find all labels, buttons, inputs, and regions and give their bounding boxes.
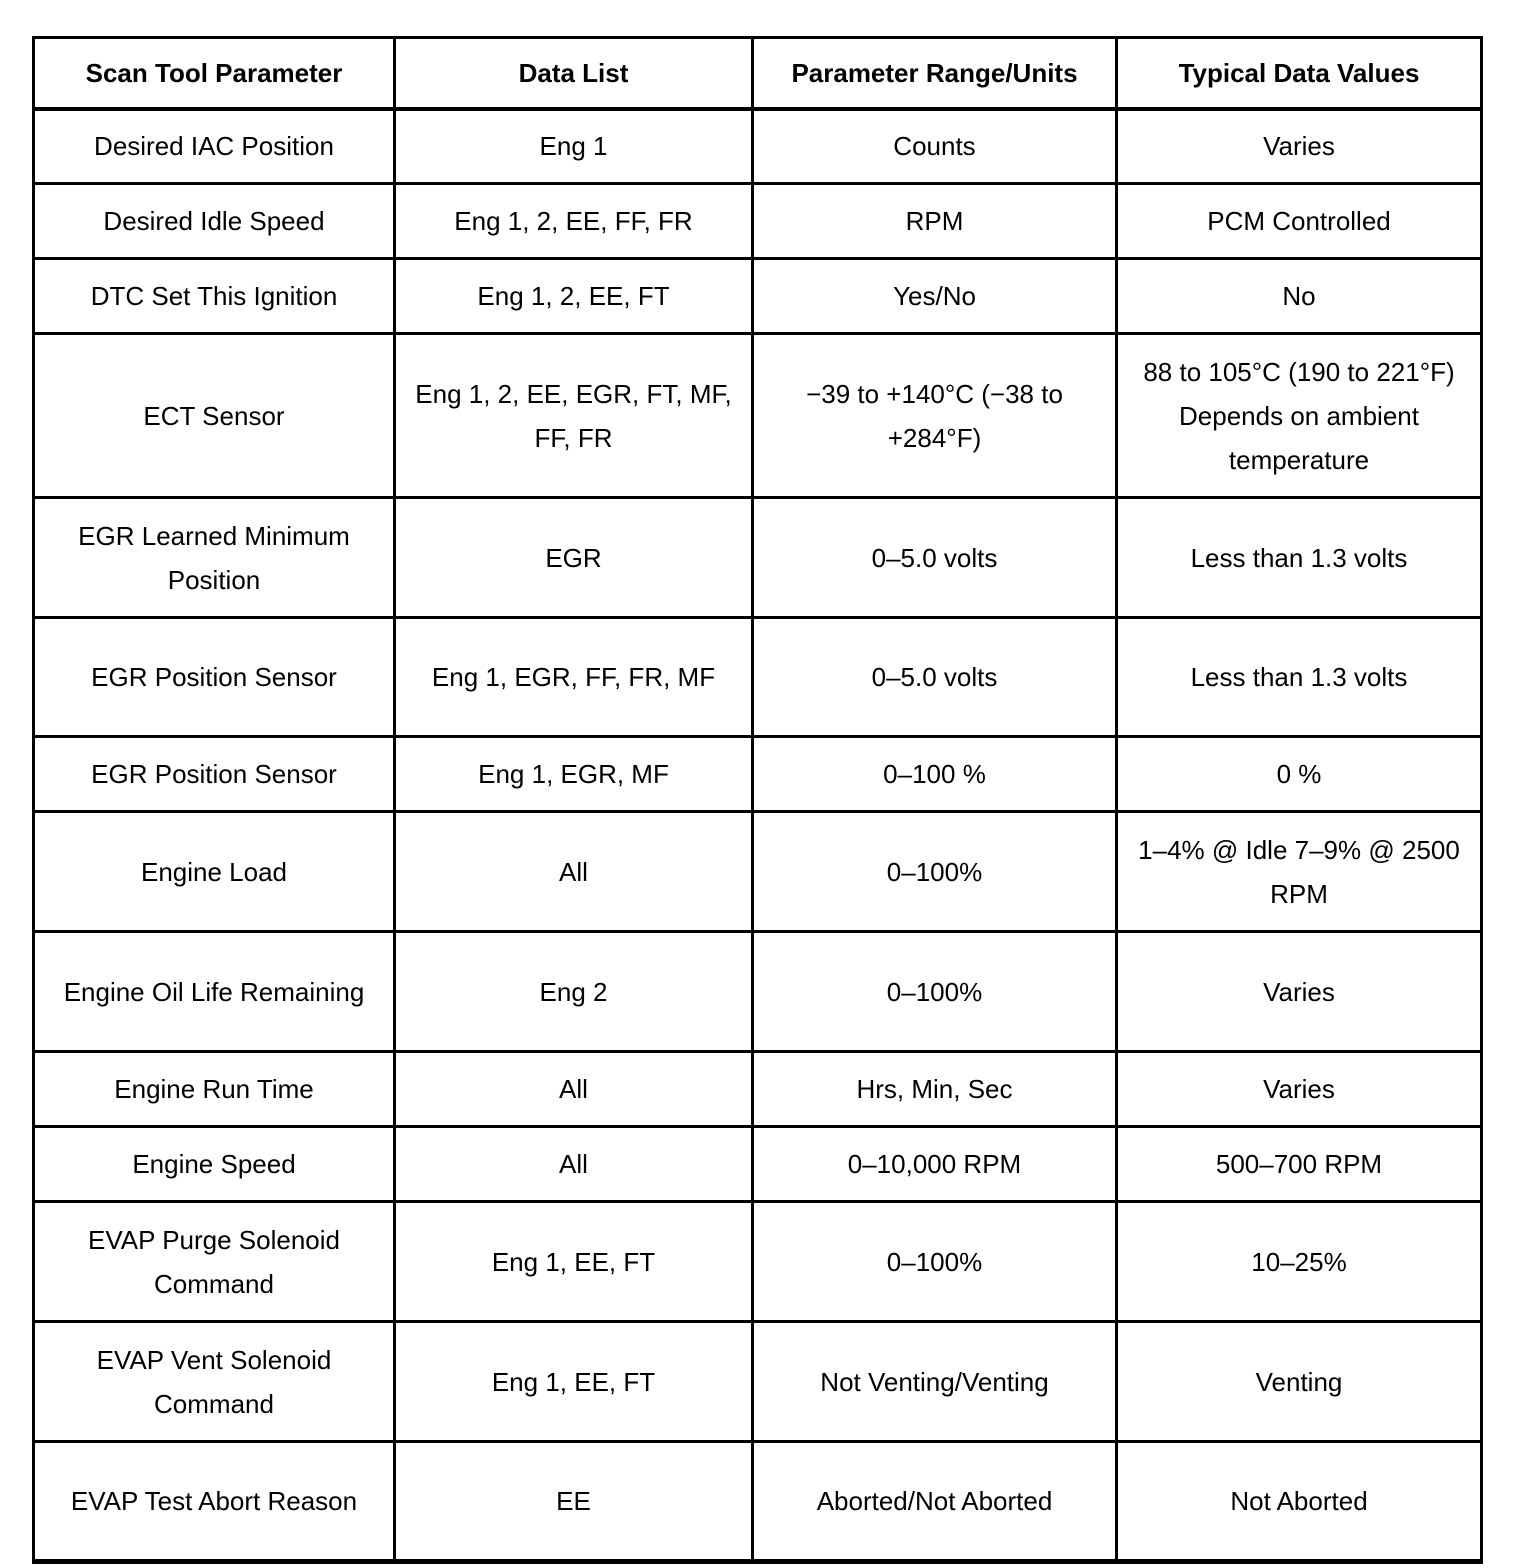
- cell-data-list: All: [395, 812, 753, 932]
- cell-range-units: Hrs, Min, Sec: [753, 1052, 1117, 1127]
- table-row: [34, 1202, 1482, 1322]
- cell-range-units: Aborted/Not Aborted: [753, 1442, 1117, 1562]
- cell-data-list: Eng 2: [395, 932, 753, 1052]
- scan-tool-parameter-table: [32, 36, 1483, 1564]
- cell-typical-values: 0 %: [1117, 737, 1482, 812]
- cell-parameter: EGR Position Sensor: [34, 737, 395, 812]
- cell-range-units: RPM: [753, 184, 1117, 259]
- cell-typical-values: Not Aborted: [1117, 1442, 1482, 1562]
- table-row: [34, 618, 1482, 737]
- cell-parameter: EVAP Vent Solenoid Command: [34, 1322, 395, 1442]
- cell-typical-values: PCM Controlled: [1117, 184, 1482, 259]
- cell-range-units: 0–100%: [753, 1202, 1117, 1322]
- cell-typical-values: 88 to 105°C (190 to 221°F) Depends on ambient temperature: [1117, 334, 1482, 498]
- cell-range-units: 0–10,000 RPM: [753, 1127, 1117, 1202]
- table-row: [34, 1442, 1482, 1562]
- cell-typical-values: Venting: [1117, 1322, 1482, 1442]
- cell-data-list: Eng 1, 2, EE, FT: [395, 259, 753, 334]
- cell-range-units: 0–100 %: [753, 737, 1117, 812]
- header-data-list: Data List: [395, 38, 753, 109]
- cell-data-list: Eng 1, 2, EE, FF, FR: [395, 184, 753, 259]
- cell-data-list: Eng 1, EGR, MF: [395, 737, 753, 812]
- cell-data-list: Eng 1, EE, FT: [395, 1202, 753, 1322]
- table-row: [34, 259, 1482, 334]
- cell-range-units: Counts: [753, 109, 1117, 184]
- header-scan-tool-parameter: Scan Tool Parameter: [34, 38, 395, 109]
- cell-parameter: Engine Load: [34, 812, 395, 932]
- cell-typical-values: 10–25%: [1117, 1202, 1482, 1322]
- cell-parameter: EVAP Test Abort Reason: [34, 1442, 395, 1562]
- cell-parameter: EGR Position Sensor: [34, 618, 395, 737]
- cell-parameter: Engine Speed: [34, 1127, 395, 1202]
- cell-typical-values: 1–4% @ Idle 7–9% @ 2500 RPM: [1117, 812, 1482, 932]
- table-row: [34, 498, 1482, 618]
- cell-typical-values: 500–700 RPM: [1117, 1127, 1482, 1202]
- header-typical-data-values: Typical Data Values: [1117, 38, 1482, 109]
- table-row: [34, 1127, 1482, 1202]
- table-row: [34, 109, 1482, 184]
- cell-data-list: All: [395, 1052, 753, 1127]
- cell-parameter: EVAP Purge Solenoid Command: [34, 1202, 395, 1322]
- table-row: [34, 812, 1482, 932]
- cell-typical-values: Less than 1.3 volts: [1117, 618, 1482, 737]
- cell-range-units: 0–5.0 volts: [753, 618, 1117, 737]
- cell-data-list: All: [395, 1127, 753, 1202]
- cell-parameter: ECT Sensor: [34, 334, 395, 498]
- cell-range-units: Yes/No: [753, 259, 1117, 334]
- cell-typical-values: Less than 1.3 volts: [1117, 498, 1482, 618]
- cell-parameter: Engine Oil Life Remaining: [34, 932, 395, 1052]
- cell-data-list: EE: [395, 1442, 753, 1562]
- table-header-row: [34, 38, 1482, 109]
- cell-data-list: Eng 1, 2, EE, EGR, FT, MF, FF, FR: [395, 334, 753, 498]
- table-row: [34, 1322, 1482, 1442]
- table-row: [34, 737, 1482, 812]
- cell-data-list: Eng 1: [395, 109, 753, 184]
- cell-range-units: 0–100%: [753, 932, 1117, 1052]
- cell-typical-values: No: [1117, 259, 1482, 334]
- cell-data-list: Eng 1, EGR, FF, FR, MF: [395, 618, 753, 737]
- cell-parameter: EGR Learned Minimum Position: [34, 498, 395, 618]
- header-parameter-range-units: Parameter Range/Units: [753, 38, 1117, 109]
- cell-range-units: Not Venting/Venting: [753, 1322, 1117, 1442]
- cell-parameter: Desired Idle Speed: [34, 184, 395, 259]
- cell-typical-values: Varies: [1117, 109, 1482, 184]
- cell-typical-values: Varies: [1117, 1052, 1482, 1127]
- table-row: [34, 334, 1482, 498]
- cell-parameter: DTC Set This Ignition: [34, 259, 395, 334]
- cell-range-units: 0–100%: [753, 812, 1117, 932]
- cell-data-list: Eng 1, EE, FT: [395, 1322, 753, 1442]
- cell-parameter: Desired IAC Position: [34, 109, 395, 184]
- cell-range-units: 0–5.0 volts: [753, 498, 1117, 618]
- cell-data-list: EGR: [395, 498, 753, 618]
- cell-range-units: −39 to +140°C (−38 to +284°F): [753, 334, 1117, 498]
- table-row: [34, 1052, 1482, 1127]
- cell-parameter: Engine Run Time: [34, 1052, 395, 1127]
- table-row: [34, 932, 1482, 1052]
- table-row: [34, 184, 1482, 259]
- cell-typical-values: Varies: [1117, 932, 1482, 1052]
